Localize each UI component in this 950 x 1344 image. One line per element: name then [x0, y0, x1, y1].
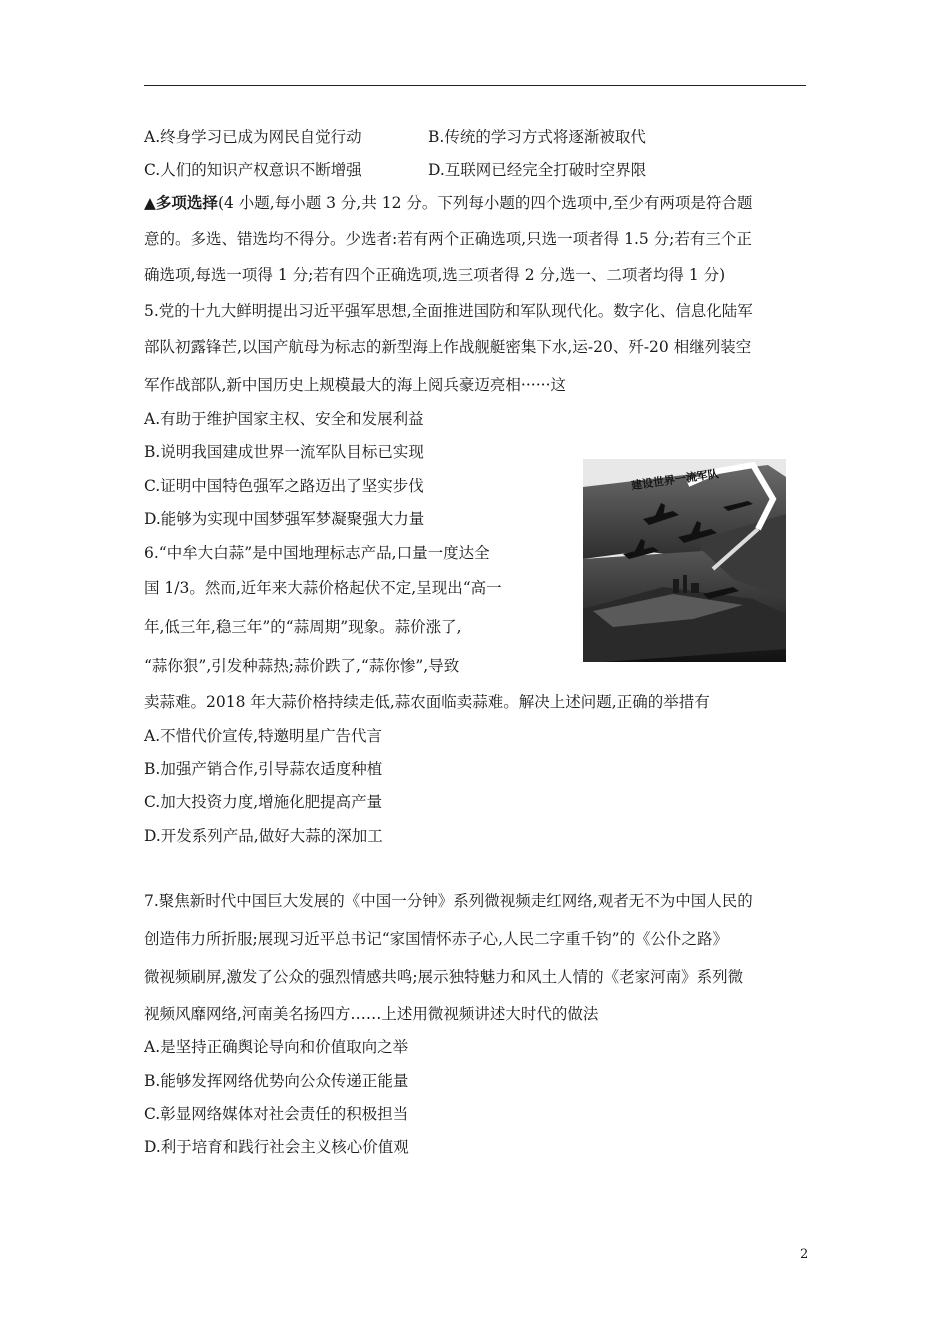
q7-stem-4: 视频风靡网络,河南美名扬四方……上述用微视频讲述大时代的做法	[144, 1005, 599, 1023]
section-instructions-1: (4 小题,每小题 3 分,共 12 分。下列每小题的四个选项中,至少有两项是符合题	[217, 194, 753, 212]
q4-option-a: A.终身学习已成为网民自觉行动	[144, 128, 362, 146]
q6-option-b: B.加强产销合作,引导蒜农适度种植	[144, 760, 383, 778]
q6-option-d: D.开发系列产品,做好大蒜的深加工	[144, 827, 383, 845]
section-title: 多项选择	[155, 193, 218, 212]
section-marker: ▲	[144, 193, 156, 212]
section-instructions-2: 意的。多选、错选均不得分。少选者:若有两个正确选项,只选一项者得 1.5 分;若有三个正	[144, 230, 752, 248]
q7-option-c: C.彰显网络媒体对社会责任的积极担当	[144, 1105, 409, 1123]
military-poster-image	[583, 459, 786, 662]
q6-stem-1: 6.“中牟大白蒜”是中国地理标志产品,口量一度达全	[144, 544, 490, 562]
q6-stem-2: 国 1/3。然而,近年来大蒜价格起伏不定,呈现出“高一	[144, 579, 502, 597]
q5-stem-3: 军作战部队,新中国历史上规模最大的海上阅兵豪迈亮相······这	[144, 376, 566, 394]
q4-option-d: D.互联网已经完全打破时空界限	[428, 161, 647, 179]
q5-stem-2: 部队初露锋芒,以国产航母为标志的新型海上作战舰艇密集下水,运-20、歼-20 相继列装空	[144, 338, 752, 356]
q5-stem-1: 5.党的十九大鲜明提出习近平强军思想,全面推进国防和军队现代化。数字化、信息化陆军	[144, 302, 753, 320]
q6-stem-3: 年,低三年,稳三年”的“蒜周期”现象。蒜价涨了,	[144, 618, 462, 636]
page-number: 2	[800, 1247, 809, 1262]
q7-option-a: A.是坚持正确舆论导向和价值取向之举	[144, 1038, 409, 1056]
q7-stem-1: 7.聚焦新时代中国巨大发展的《中国一分钟》系列微视频走红网络,观者无不为中国人民的	[144, 892, 753, 910]
q7-option-d: D.利于培育和践行社会主义核心价值观	[144, 1138, 409, 1156]
q6-stem-4: “蒜你狠”,引发种蒜热;蒜价跌了,“蒜你惨”,导致	[144, 657, 460, 675]
q5-option-a: A.有助于维护国家主权、安全和发展利益	[144, 410, 424, 428]
q7-stem-3: 微视频刷屏,激发了公众的强烈情感共鸣;展示独特魅力和风土人情的《老家河南》系列微	[144, 968, 744, 986]
q7-option-b: B.能够发挥网络优势向公众传递正能量	[144, 1072, 409, 1090]
q6-option-c: C.加大投资力度,增施化肥提高产量	[144, 793, 383, 811]
q6-stem-5: 卖蒜难。2018 年大蒜价格持续走低,蒜农面临卖蒜难。解决上述问题,正确的举措有	[144, 693, 710, 711]
q7-stem-2: 创造伟力所折服;展现习近平总书记“家国情怀赤子心,人民二字重千钧”的《公仆之路》	[144, 930, 729, 948]
section-instructions-3: 确选项,每选一项得 1 分;若有四个正确选项,选三项者得 2 分,选一、二项者均得 1 分)	[144, 266, 726, 284]
section-heading	[144, 193, 752, 213]
q4-option-c: C.人们的知识产权意识不断增强	[144, 161, 362, 179]
q5-option-b: B.说明我国建成世界一流军队目标已实现	[144, 443, 424, 461]
military-poster-graphic	[583, 459, 786, 662]
q4-option-b: B.传统的学习方式将逐渐被取代	[428, 128, 646, 146]
header-rule	[144, 85, 806, 86]
q5-option-c: C.证明中国特色强军之路迈出了坚实步伐	[144, 477, 424, 495]
poster-caption: 建设世界一流军队	[630, 467, 720, 493]
q6-option-a: A.不惜代价宣传,特邀明星广告代言	[144, 727, 383, 745]
q5-option-d: D.能够为实现中国梦强军梦凝聚强大力量	[144, 510, 425, 528]
